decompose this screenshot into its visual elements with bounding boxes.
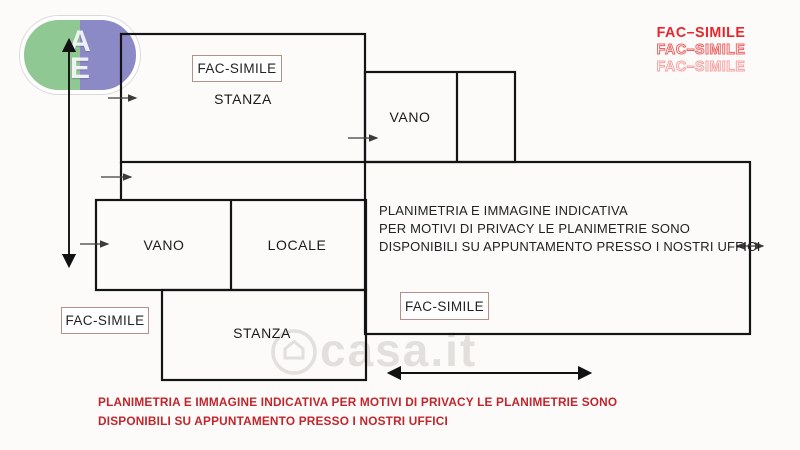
facsimile-stamp-left: FAC-SIMILE bbox=[61, 307, 149, 334]
logo-letter-e: E bbox=[69, 52, 90, 85]
label-stanza-top: STANZA bbox=[214, 91, 272, 107]
label-stanza-bottom: STANZA bbox=[233, 325, 291, 341]
room-vano-top-walls bbox=[365, 72, 515, 162]
privacy-notice-line2: PER MOTIVI DI PRIVACY LE PLANIMETRIE SONO bbox=[379, 221, 691, 236]
privacy-notice bbox=[379, 202, 761, 256]
facsimile-wordmark-line2: FAC–SIMILE bbox=[656, 41, 745, 58]
facsimile-stamp-right: FAC-SIMILE bbox=[400, 292, 489, 320]
privacy-notice-line1: PLANIMETRIA E IMMAGINE INDICATIVA bbox=[379, 203, 628, 218]
label-vano-top: VANO bbox=[389, 109, 431, 125]
watermark-text: casa.it bbox=[320, 324, 478, 376]
facsimile-wordmark-line3: FAC–SIMILE bbox=[656, 58, 745, 75]
footer-privacy-line1: PLANIMETRIA E IMMAGINE INDICATIVA PER MOTIVI DI PRIVACY LE PLANIMETRIE SONO bbox=[98, 395, 618, 409]
footer-privacy-notice bbox=[98, 393, 617, 430]
facsimile-wordmark bbox=[656, 24, 745, 75]
privacy-notice-line3: DISPONIBILI SU APPUNTAMENTO PRESSO I NOSTRI UFFICI bbox=[379, 239, 761, 254]
footer-privacy-line2: DISPONIBILI SU APPUNTAMENTO PRESSO I NOSTRI UFFICI bbox=[98, 413, 448, 428]
label-vano-left: VANO bbox=[143, 237, 185, 253]
facsimile-stamp-top: FAC-SIMILE bbox=[192, 55, 282, 82]
logo-letter-a: A bbox=[69, 25, 91, 58]
label-locale: LOCALE bbox=[267, 237, 327, 253]
facsimile-wordmark-line1: FAC–SIMILE bbox=[656, 24, 745, 41]
